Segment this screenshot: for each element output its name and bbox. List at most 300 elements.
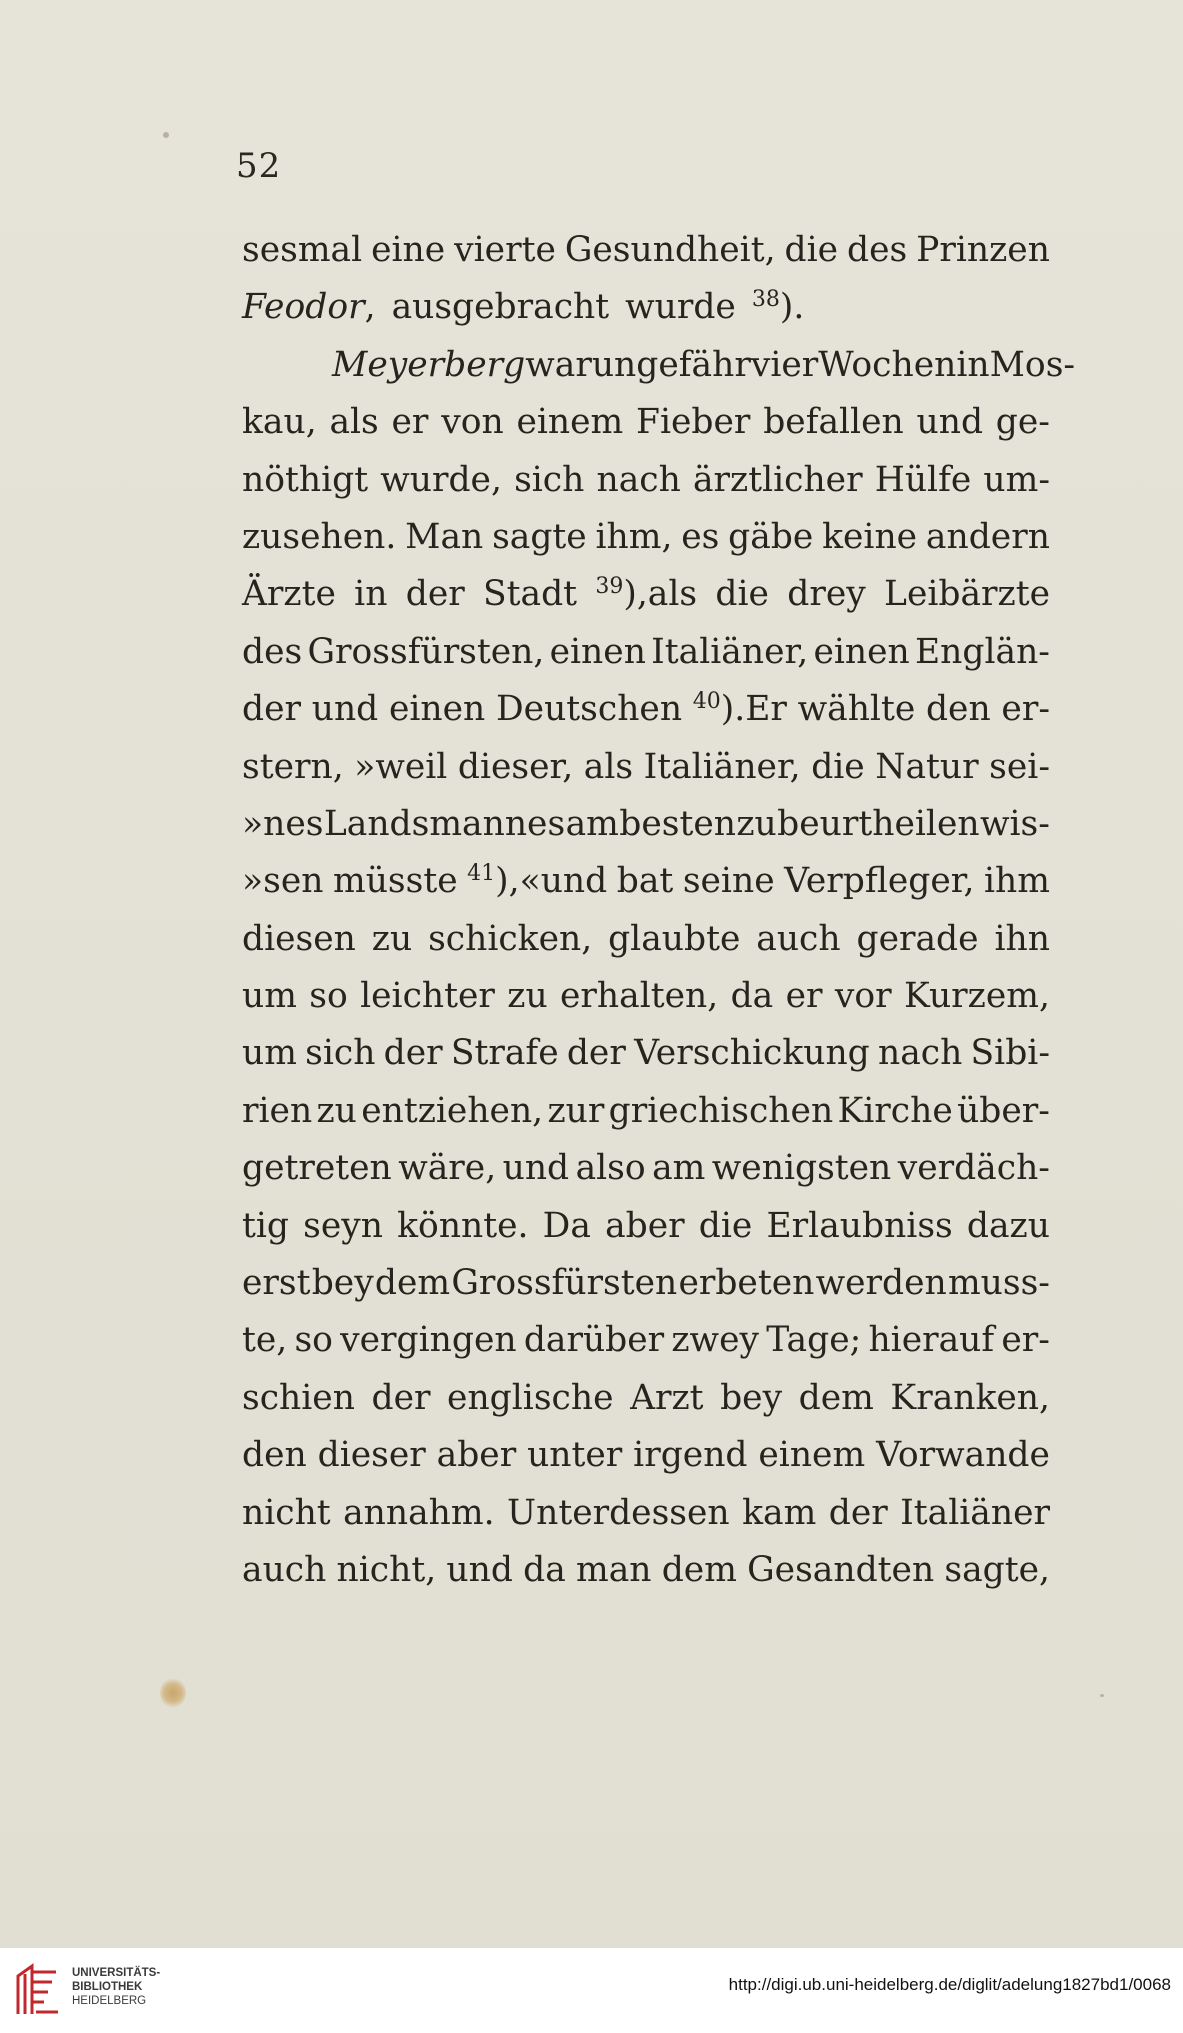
- word: Gesundheit,: [564, 230, 776, 270]
- word: englische: [447, 1377, 614, 1418]
- word-group: [980, 796, 1050, 853]
- word-group: [1001, 1312, 1050, 1369]
- university-library-logo-icon[interactable]: [12, 1962, 64, 2018]
- word-group: [989, 739, 1050, 796]
- word-group: [683, 853, 775, 910]
- word-group: [816, 1255, 947, 1312]
- word: diesen: [242, 918, 356, 959]
- word: Grossfürsten,: [307, 631, 545, 672]
- word-group: [525, 337, 592, 394]
- word: einen: [549, 631, 646, 672]
- word: bey: [720, 1377, 783, 1418]
- word-group: [766, 1312, 861, 1369]
- word: einem: [758, 1435, 866, 1476]
- word: über-: [957, 1090, 1050, 1131]
- footnote-marker: 39: [595, 574, 624, 600]
- word-group: [428, 911, 592, 968]
- word-group: [822, 509, 917, 566]
- word-group: [361, 1083, 543, 1140]
- word-group: [242, 1312, 287, 1369]
- word-group: [633, 1427, 747, 1484]
- word-group: [560, 968, 718, 1025]
- word: vergingen: [340, 1320, 517, 1361]
- word-group: [799, 1370, 874, 1427]
- word-group: [333, 853, 458, 910]
- word: zu: [507, 976, 548, 1017]
- word-group: [596, 509, 673, 566]
- word-group: [397, 1198, 528, 1255]
- word: Sibi-: [970, 1033, 1050, 1074]
- word-group: [884, 566, 1050, 623]
- word-group: [786, 968, 823, 1025]
- word-group: [636, 394, 750, 451]
- word-group: [712, 1140, 892, 1197]
- footnote-marker: 41: [467, 861, 496, 887]
- body-text: [242, 222, 1076, 1599]
- word-group: [446, 1542, 513, 1599]
- word: Italiäner,: [651, 631, 809, 672]
- word-group: [917, 394, 984, 451]
- word: Kirche: [837, 1090, 953, 1131]
- word-group: [447, 1370, 613, 1427]
- text-line: [242, 1427, 1050, 1484]
- word-group: [605, 1198, 685, 1255]
- word-group: [971, 1025, 1050, 1082]
- word: dem: [798, 1377, 874, 1418]
- word-group: [868, 1312, 994, 1369]
- word-group: [242, 1025, 297, 1082]
- library-name-line: UNIVERSITÄTS-: [72, 1967, 161, 1979]
- word: Englän-: [915, 631, 1050, 672]
- word-group: [294, 1312, 332, 1369]
- word: wäre,: [398, 1148, 497, 1189]
- word-group: [617, 853, 674, 910]
- word: zu: [736, 803, 777, 844]
- word: dazu: [966, 1205, 1050, 1246]
- italic-name: Meyerberg: [332, 344, 526, 385]
- word: Leibärzte: [884, 574, 1050, 615]
- word-group: [503, 1140, 570, 1197]
- word: als: [329, 402, 379, 443]
- text-line: [242, 1025, 1050, 1082]
- word-group: [915, 624, 1050, 681]
- word: Grossfürsten: [451, 1263, 678, 1304]
- word-group: [375, 1255, 450, 1312]
- word: auch: [242, 1549, 327, 1590]
- word: Man: [405, 516, 484, 557]
- word: er: [785, 976, 823, 1017]
- word: ihn: [994, 918, 1050, 959]
- word: aber: [436, 1435, 517, 1476]
- word-group: [242, 624, 302, 681]
- word-group: [996, 394, 1050, 451]
- word-group: [354, 739, 447, 796]
- library-name: [72, 1966, 160, 2008]
- text-line: [242, 337, 1076, 394]
- word-group: [785, 222, 839, 279]
- word: um: [242, 976, 297, 1017]
- word: seine: [682, 861, 775, 902]
- word: vierte: [454, 230, 556, 270]
- word-group: [1001, 681, 1050, 738]
- word: einen: [813, 631, 910, 672]
- word: gäbe: [728, 516, 814, 557]
- word: ihm: [984, 861, 1050, 902]
- word: stern,: [242, 746, 344, 787]
- word-group: [766, 1198, 952, 1255]
- word: so: [309, 976, 348, 1017]
- word-group: [242, 739, 344, 796]
- word: Hülfe: [874, 459, 972, 500]
- word-group: [316, 1083, 356, 1140]
- word: ihm,: [595, 516, 673, 557]
- word: zur: [547, 1090, 605, 1131]
- italic-name: Feodor: [242, 287, 365, 328]
- word: ge-: [995, 402, 1050, 443]
- word-group: [595, 566, 697, 627]
- word: Da: [542, 1205, 591, 1246]
- word: dem: [661, 1549, 737, 1590]
- word-group: [405, 509, 483, 566]
- word: rien: [242, 1090, 313, 1131]
- word-group: [514, 452, 584, 509]
- word-group: [492, 509, 587, 566]
- word: des: [847, 230, 908, 270]
- word: man: [575, 1549, 652, 1590]
- word: gerade: [856, 918, 979, 959]
- word-group: [312, 1255, 374, 1312]
- text-line: [242, 509, 1050, 566]
- text-line: [242, 1255, 1050, 1312]
- word-group: [371, 222, 445, 279]
- word: einen: [388, 689, 486, 730]
- text-line: [242, 681, 1050, 738]
- word-group: [242, 681, 301, 738]
- word-group: [337, 1542, 437, 1599]
- word: drey: [787, 574, 866, 615]
- word-group: [242, 509, 396, 566]
- word: unter: [527, 1435, 623, 1476]
- word: sesmal: [242, 230, 363, 270]
- word-group: [242, 222, 362, 279]
- word: tig: [242, 1205, 289, 1246]
- word-group: [242, 1427, 307, 1484]
- word: könnte.: [397, 1205, 529, 1246]
- word: entziehen,: [361, 1090, 544, 1131]
- word-group: [619, 796, 736, 853]
- footnote-marker: 40: [692, 689, 721, 715]
- word: Deutschen: [496, 689, 683, 730]
- word: einem: [516, 402, 624, 443]
- word: vor: [834, 976, 892, 1017]
- word: den: [242, 1435, 307, 1476]
- word: Arzt: [630, 1377, 704, 1418]
- word: am: [565, 803, 619, 844]
- word: der: [828, 1492, 888, 1533]
- word-group: [565, 222, 776, 279]
- word-group: [752, 279, 804, 340]
- word: besten: [619, 803, 736, 844]
- word: schien: [242, 1377, 355, 1418]
- word-group: [406, 566, 465, 623]
- word-group: [818, 337, 956, 394]
- word-group: [451, 1255, 677, 1312]
- word: ,: [364, 287, 376, 328]
- word: verdäch-: [897, 1148, 1050, 1189]
- word: aber: [605, 1205, 685, 1246]
- word: und: [311, 689, 379, 730]
- word: so: [294, 1320, 333, 1361]
- word-group: [242, 911, 356, 968]
- word-group: [876, 1427, 1050, 1484]
- word: Strafe: [450, 1033, 559, 1074]
- word: irgend: [633, 1435, 748, 1476]
- word-group: [437, 1427, 517, 1484]
- word-group: [798, 681, 916, 738]
- word: die: [715, 574, 769, 615]
- word: kau,: [242, 402, 317, 443]
- paper-stain: [160, 1678, 186, 1708]
- word-group: [242, 566, 336, 623]
- word-group: [736, 796, 776, 853]
- word-group: [857, 911, 979, 968]
- word-group: [747, 1542, 934, 1599]
- word: wenigsten: [711, 1148, 892, 1189]
- word: er-: [1001, 1320, 1050, 1361]
- word: schicken,: [428, 918, 593, 959]
- word-group: [242, 853, 323, 910]
- word: Mos-: [989, 344, 1076, 385]
- text-line: [242, 624, 1050, 681]
- text-line: [242, 1083, 1050, 1140]
- word: nicht: [242, 1492, 331, 1533]
- word: zu: [371, 918, 413, 959]
- word: Italiäner: [900, 1492, 1050, 1533]
- word-group: [967, 1198, 1050, 1255]
- word: der: [383, 1033, 443, 1074]
- word: Stadt: [483, 574, 578, 615]
- word: da: [523, 1549, 566, 1590]
- word-group: [875, 739, 978, 796]
- paper-speck: [1100, 1694, 1104, 1697]
- library-name-line: BIBLIOTHEK: [72, 1981, 143, 1993]
- word: »sen: [242, 861, 324, 902]
- word-group: [758, 1427, 865, 1484]
- word-group: [389, 681, 485, 738]
- footer-bar: [0, 1948, 1183, 2033]
- word-group: [609, 1083, 834, 1140]
- library-name-line: HEIDELBERG: [72, 1995, 147, 2007]
- word: Prinzen: [916, 230, 1050, 270]
- source-url-link[interactable]: http://digi.ub.uni-heidelberg.de/diglit/adelung1827bd1/0068: [728, 1975, 1171, 1994]
- word: sich: [305, 1033, 376, 1074]
- text-line: [242, 1312, 1050, 1369]
- word-group: [875, 452, 972, 509]
- word-group: [307, 624, 544, 681]
- word: um-: [983, 459, 1050, 500]
- word: griechischen: [608, 1090, 834, 1131]
- word-group: [312, 681, 379, 738]
- word-group: [990, 337, 1075, 394]
- word: sich: [514, 459, 585, 500]
- word: hierauf: [868, 1320, 995, 1361]
- word-group: [630, 1370, 703, 1427]
- word: glaubte: [608, 918, 741, 959]
- word: es: [681, 516, 720, 557]
- word-group: [380, 452, 502, 509]
- word: der: [566, 1033, 626, 1074]
- text-line: [242, 1485, 1050, 1542]
- footnote-marker: 38: [751, 287, 780, 313]
- word: des: [242, 631, 303, 672]
- text-line: [242, 739, 1050, 796]
- word-group: [309, 968, 347, 1025]
- word-group: [904, 968, 1050, 1025]
- word: sei-: [989, 746, 1050, 787]
- word: ausgebracht: [391, 287, 610, 328]
- word-group: [671, 1312, 759, 1369]
- word: kam: [742, 1492, 817, 1533]
- word-group: [576, 1140, 646, 1197]
- word-group: [926, 681, 991, 738]
- word: und: [502, 1148, 570, 1189]
- word: als: [583, 746, 634, 787]
- word-group: [372, 911, 412, 968]
- word-group: [829, 1485, 888, 1542]
- word: nicht,: [336, 1549, 437, 1590]
- word-group: [451, 1025, 559, 1082]
- text-line: [242, 1140, 1050, 1197]
- word-group: [242, 452, 368, 509]
- word-group: [343, 1485, 494, 1542]
- word-group: [763, 394, 904, 451]
- word-group: [699, 1198, 753, 1255]
- word-group: [496, 681, 682, 738]
- word-group: [731, 968, 774, 1025]
- word-group: [384, 1025, 443, 1082]
- word: Verpfleger,: [784, 861, 975, 902]
- paper-speck: [163, 132, 169, 138]
- word-group: [678, 1255, 814, 1312]
- word-group: [984, 853, 1050, 910]
- word-group: [916, 222, 1050, 279]
- word: die: [811, 746, 865, 787]
- word: leichter: [360, 976, 495, 1017]
- word-group: [454, 222, 556, 279]
- word-group: [878, 1025, 962, 1082]
- word: Verschickung: [634, 1033, 870, 1074]
- word: bey: [311, 1263, 374, 1304]
- word: Tage;: [766, 1320, 862, 1361]
- word-group: [467, 853, 607, 914]
- word: er-: [1001, 689, 1050, 730]
- word-group: [813, 624, 909, 681]
- word-group: [458, 739, 573, 796]
- word: vier: [750, 344, 819, 385]
- word: Er: [745, 689, 787, 730]
- word-group: [847, 222, 907, 279]
- word-group: [516, 394, 623, 451]
- word-group: [340, 1312, 516, 1369]
- word-group: [527, 1427, 622, 1484]
- word-group: [242, 1140, 392, 1197]
- word: Italiäner,: [643, 746, 801, 787]
- word-group: [957, 1083, 1050, 1140]
- word: dieser,: [457, 746, 574, 787]
- word: und: [916, 402, 984, 443]
- word-group: [994, 911, 1049, 968]
- word: am: [652, 1148, 706, 1189]
- word: nach: [596, 459, 681, 500]
- word-group: [693, 681, 787, 742]
- word: sagte,: [944, 1549, 1050, 1590]
- word: ),«: [495, 861, 541, 902]
- word: »nes: [242, 803, 324, 844]
- word-group: [371, 1370, 430, 1427]
- word: in: [956, 344, 990, 385]
- word-group: [354, 566, 387, 623]
- word: nach: [877, 1033, 963, 1074]
- word-group: [360, 968, 495, 1025]
- word-group: [651, 624, 808, 681]
- text-line: [242, 1542, 1050, 1599]
- word-group: [303, 1198, 383, 1255]
- word-group: [592, 337, 751, 394]
- word: erhalten,: [560, 976, 719, 1017]
- word-group: [550, 624, 646, 681]
- word-group: [392, 279, 610, 336]
- word-group: [305, 1025, 375, 1082]
- word: te,: [242, 1320, 288, 1361]
- word: Kranken,: [890, 1377, 1050, 1418]
- word: erbeten: [678, 1263, 815, 1304]
- word-group: [242, 796, 323, 853]
- word-group: [242, 1370, 355, 1427]
- word: erst: [242, 1263, 311, 1304]
- word-group: [625, 279, 736, 336]
- word: also: [575, 1148, 646, 1189]
- word-group: [944, 1542, 1050, 1599]
- word-group: [837, 1083, 952, 1140]
- word: getreten: [242, 1148, 392, 1189]
- word-group: [751, 337, 818, 394]
- word: als: [647, 574, 698, 615]
- word: Fieber: [636, 402, 751, 443]
- word: eine: [371, 230, 446, 270]
- word: um: [242, 1033, 297, 1074]
- word-group: [983, 452, 1050, 509]
- text-line: [242, 452, 1050, 509]
- word-group: [742, 1485, 816, 1542]
- word-group: [242, 1198, 289, 1255]
- word-group: [898, 1140, 1050, 1197]
- text-line: [242, 566, 1050, 623]
- word-group: [329, 394, 378, 451]
- word-group: [956, 337, 989, 394]
- word-group: [787, 566, 865, 623]
- word-group: [900, 1485, 1050, 1542]
- word-group: [576, 1542, 652, 1599]
- word: in: [354, 574, 388, 615]
- word: Unterdessen: [507, 1492, 730, 1533]
- word: dieser: [317, 1435, 426, 1476]
- text-line: [242, 279, 1050, 336]
- word: zwey: [671, 1320, 759, 1361]
- text-line: [242, 1198, 1050, 1255]
- word-group: [652, 1140, 705, 1197]
- word: andern: [925, 516, 1050, 557]
- word-group: [890, 1370, 1050, 1427]
